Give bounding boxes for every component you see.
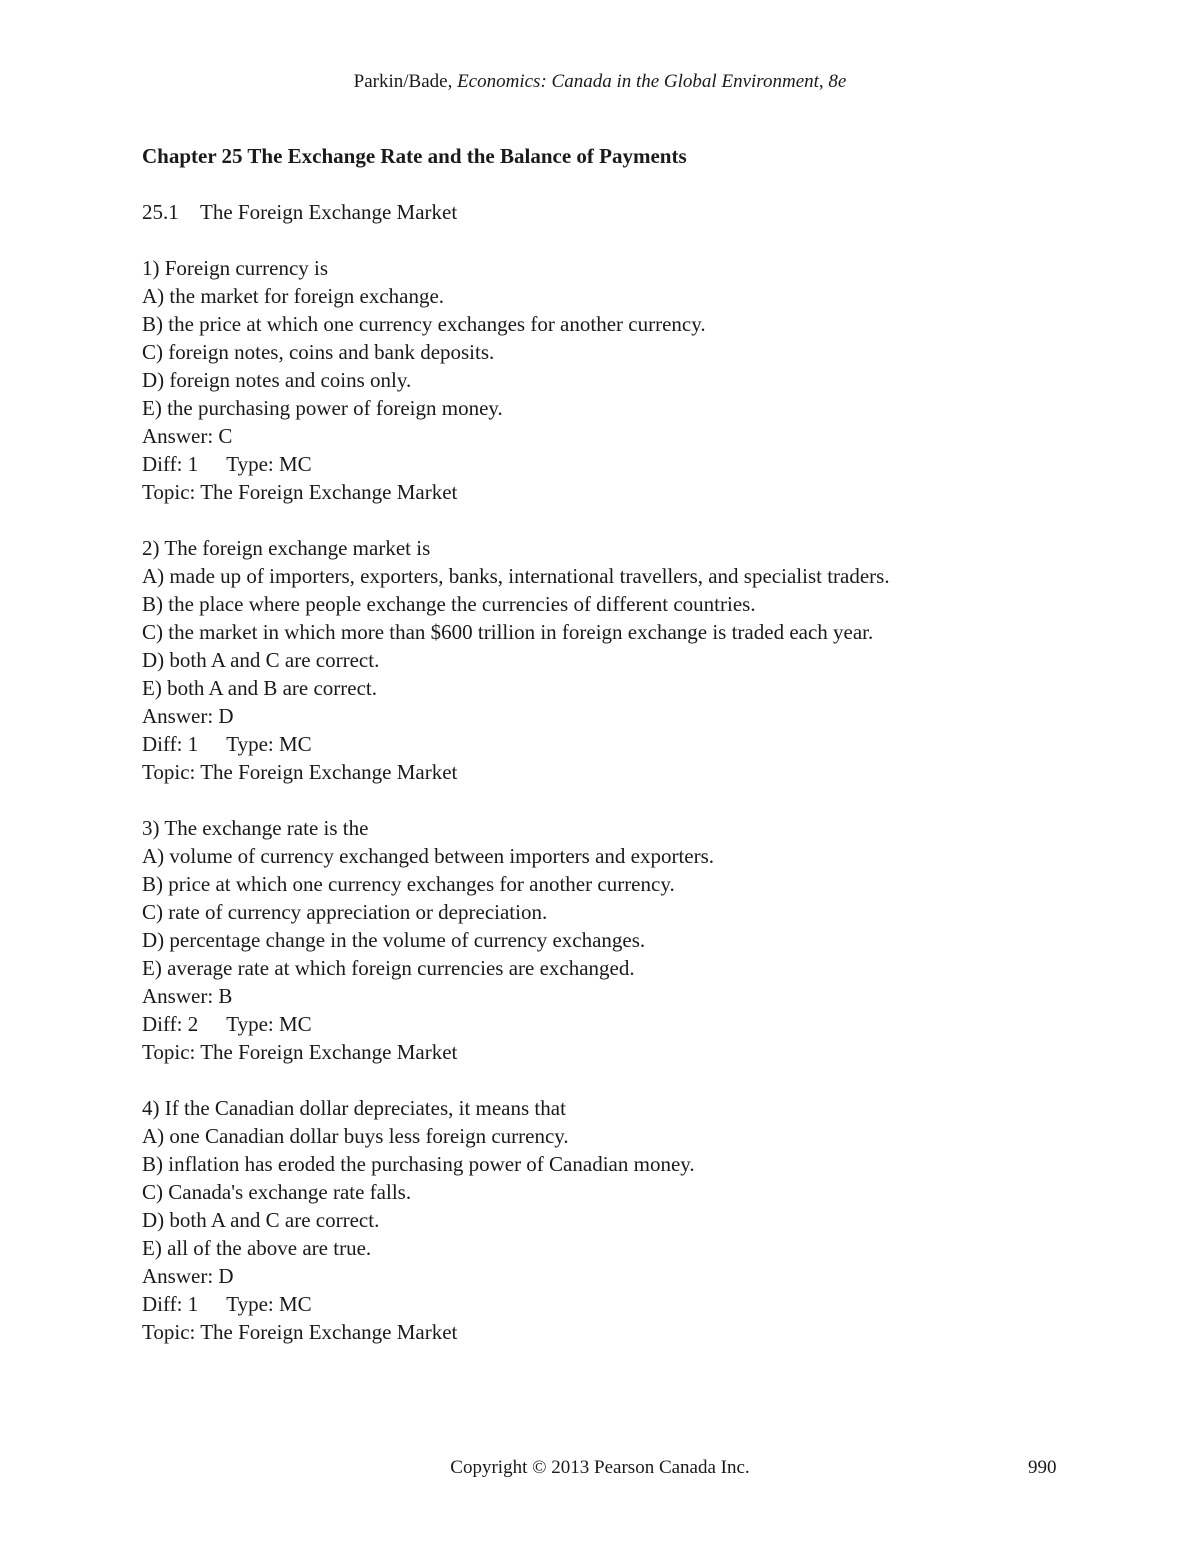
header-book-title: Economics: Canada in the Global Environment, 8e (457, 71, 847, 92)
difficulty-line (142, 450, 1102, 478)
header-authors: Parkin/Bade, (353, 71, 458, 92)
section-heading (142, 198, 1102, 226)
option-d: D) foreign notes and coins only. (142, 368, 412, 392)
option-d: D) both A and C are correct. (142, 648, 380, 672)
difficulty: Diff: 2 (142, 1012, 199, 1036)
option-e: E) both A and B are correct. (142, 676, 377, 700)
answer-line: Answer: C (142, 424, 233, 448)
option-c: C) rate of currency appreciation or depreciation. (142, 900, 548, 924)
question-3 (142, 814, 1102, 1066)
option-c: C) foreign notes, coins and bank deposits. (142, 340, 495, 364)
topic-line: Topic: The Foreign Exchange Market (142, 1040, 458, 1064)
section-title: The Foreign Exchange Market (200, 200, 458, 224)
option-c: C) Canada's exchange rate falls. (142, 1180, 412, 1204)
question-type: Type: MC (226, 732, 312, 756)
option-d: D) percentage change in the volume of currency exchanges. (142, 928, 646, 952)
difficulty-line (142, 730, 1102, 758)
question-stem: 1) Foreign currency is (142, 256, 329, 280)
difficulty: Diff: 1 (142, 452, 199, 476)
answer-line: Answer: D (142, 704, 234, 728)
question-stem: 3) The exchange rate is the (142, 816, 369, 840)
option-e: E) all of the above are true. (142, 1236, 372, 1260)
difficulty-line (142, 1010, 1102, 1038)
option-a: A) volume of currency exchanged between importers and exporters. (142, 844, 715, 868)
question-1 (142, 254, 1102, 506)
difficulty: Diff: 1 (142, 1292, 199, 1316)
difficulty: Diff: 1 (142, 732, 199, 756)
page-content (142, 142, 1102, 1374)
answer-line: Answer: B (142, 984, 233, 1008)
question-type: Type: MC (226, 452, 312, 476)
option-e: E) average rate at which foreign currencies are exchanged. (142, 956, 635, 980)
option-b: B) price at which one currency exchanges for another currency. (142, 872, 675, 896)
page-number: 990 (1028, 1457, 1057, 1478)
option-b: B) the place where people exchange the currencies of different countries. (142, 592, 756, 616)
question-2 (142, 534, 1102, 786)
question-stem: 4) If the Canadian dollar depreciates, it means that (142, 1096, 566, 1120)
option-c: C) the market in which more than $600 trillion in foreign exchange is traded each year. (142, 620, 874, 644)
option-e: E) the purchasing power of foreign money. (142, 396, 503, 420)
answer-line: Answer: D (142, 1264, 234, 1288)
option-a: A) the market for foreign exchange. (142, 284, 445, 308)
question-type: Type: MC (226, 1292, 312, 1316)
section-number: 25.1 (142, 200, 179, 224)
option-d: D) both A and C are correct. (142, 1208, 380, 1232)
running-header (0, 70, 1200, 94)
question-type: Type: MC (226, 1012, 312, 1036)
topic-line: Topic: The Foreign Exchange Market (142, 1320, 458, 1344)
question-4 (142, 1094, 1102, 1346)
chapter-title: Chapter 25 The Exchange Rate and the Balance of Payments (142, 144, 687, 168)
option-b: B) the price at which one currency exchanges for another currency. (142, 312, 706, 336)
difficulty-line (142, 1290, 1102, 1318)
topic-line: Topic: The Foreign Exchange Market (142, 760, 458, 784)
option-a: A) made up of importers, exporters, banks, international travellers, and specialist traders. (142, 564, 890, 588)
question-stem: 2) The foreign exchange market is (142, 536, 431, 560)
topic-line: Topic: The Foreign Exchange Market (142, 480, 458, 504)
option-a: A) one Canadian dollar buys less foreign currency. (142, 1124, 569, 1148)
option-b: B) inflation has eroded the purchasing power of Canadian money. (142, 1152, 695, 1176)
copyright-notice: Copyright © 2013 Pearson Canada Inc. (450, 1457, 750, 1478)
